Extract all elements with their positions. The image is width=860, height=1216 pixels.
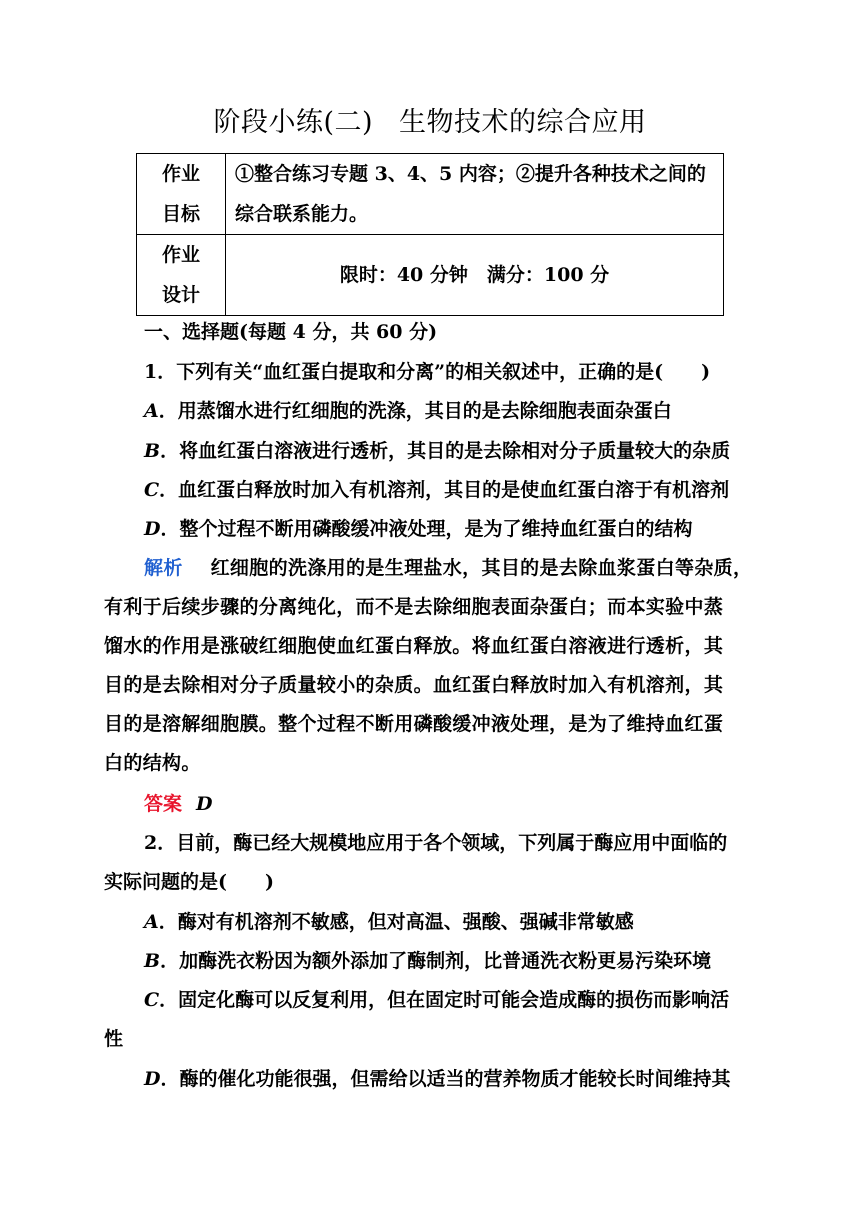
title-sub: 生物技术的综合应用 (399, 107, 647, 138)
q1-option-c: C．血红蛋白释放时加入有机溶剂，其目的是使血红蛋白溶于有机溶剂 (144, 479, 730, 501)
q2-option-c-continued: 性 (104, 1028, 124, 1050)
design-label: 作业 设计 (137, 235, 226, 316)
q1-answer (144, 789, 213, 816)
q1-option-a: A．用蒸馏水进行红细胞的洗涤，其目的是去除细胞表面杂蛋白 (144, 400, 672, 422)
goal-text: ①整合练习专题 3、4、5 内容；②提升各种技术之间的 综合联系能力。 (226, 154, 724, 235)
q2-option-b: B．加酶洗衣粉因为额外添加了酶制剂，比普通洗衣粉更易污染环境 (144, 950, 712, 972)
design-text: 限时：40 分钟 满分：100 分 (226, 235, 724, 316)
q1-analysis-line-1: 解析 红细胞的洗涤用的是生理盐水，其目的是去除血浆蛋白等杂质， (144, 557, 753, 579)
q2-option-c: C．固定化酶可以反复利用，但在固定时可能会造成酶的损伤而影响活 (144, 989, 730, 1011)
goal-row (137, 154, 724, 235)
q1-analysis-line-3: 馏水的作用是涨破红细胞使血红蛋白释放。将血红蛋白溶液进行透析，其 (104, 635, 724, 657)
answer-label: 答案 (144, 793, 183, 815)
page-title (0, 100, 860, 139)
q2-option-a: A．酶对有机溶剂不敏感，但对高温、强酸、强碱非常敏感 (144, 911, 634, 933)
q1-option-b: B．将血红蛋白溶液进行透析，其目的是去除相对分子质量较大的杂质 (144, 440, 731, 462)
q1-analysis-line-6: 白的结构。 (104, 752, 201, 774)
q2-stem-line-2: 实际问题的是( ) (104, 871, 274, 893)
q1-option-d: D．整个过程不断用磷酸缓冲液处理，是为了维持血红蛋白的结构 (144, 518, 693, 540)
q2-stem-line-1: 2．目前，酶已经大规模地应用于各个领域，下列属于酶应用中面临的 (144, 832, 728, 854)
design-row (137, 235, 724, 316)
section-heading: 一、选择题(每题 4 分，共 60 分) (144, 321, 438, 343)
q2-option-d: D．酶的催化功能很强，但需给以适当的营养物质才能较长时间维持其 (144, 1068, 731, 1090)
analysis-label: 解析 (144, 557, 183, 579)
q1-analysis-line-5: 目的是溶解细胞膜。整个过程不断用磷酸缓冲液处理，是为了维持血红蛋 (104, 713, 724, 735)
title-main: 阶段小练(二) (213, 107, 374, 138)
answer-value: D (196, 793, 213, 815)
q1-analysis-line-4: 目的是去除相对分子质量较小的杂质。血红蛋白释放时加入有机溶剂，其 (104, 674, 724, 696)
assignment-info-table (136, 153, 724, 316)
goal-label: 作业 目标 (137, 154, 226, 235)
q1-stem: 1．下列有关“血红蛋白提取和分离”的相关叙述中，正确的是( ) (144, 361, 711, 383)
q1-analysis-line-2: 有利于后续步骤的分离纯化，而不是去除细胞表面杂蛋白；而本实验中蒸 (104, 596, 724, 618)
